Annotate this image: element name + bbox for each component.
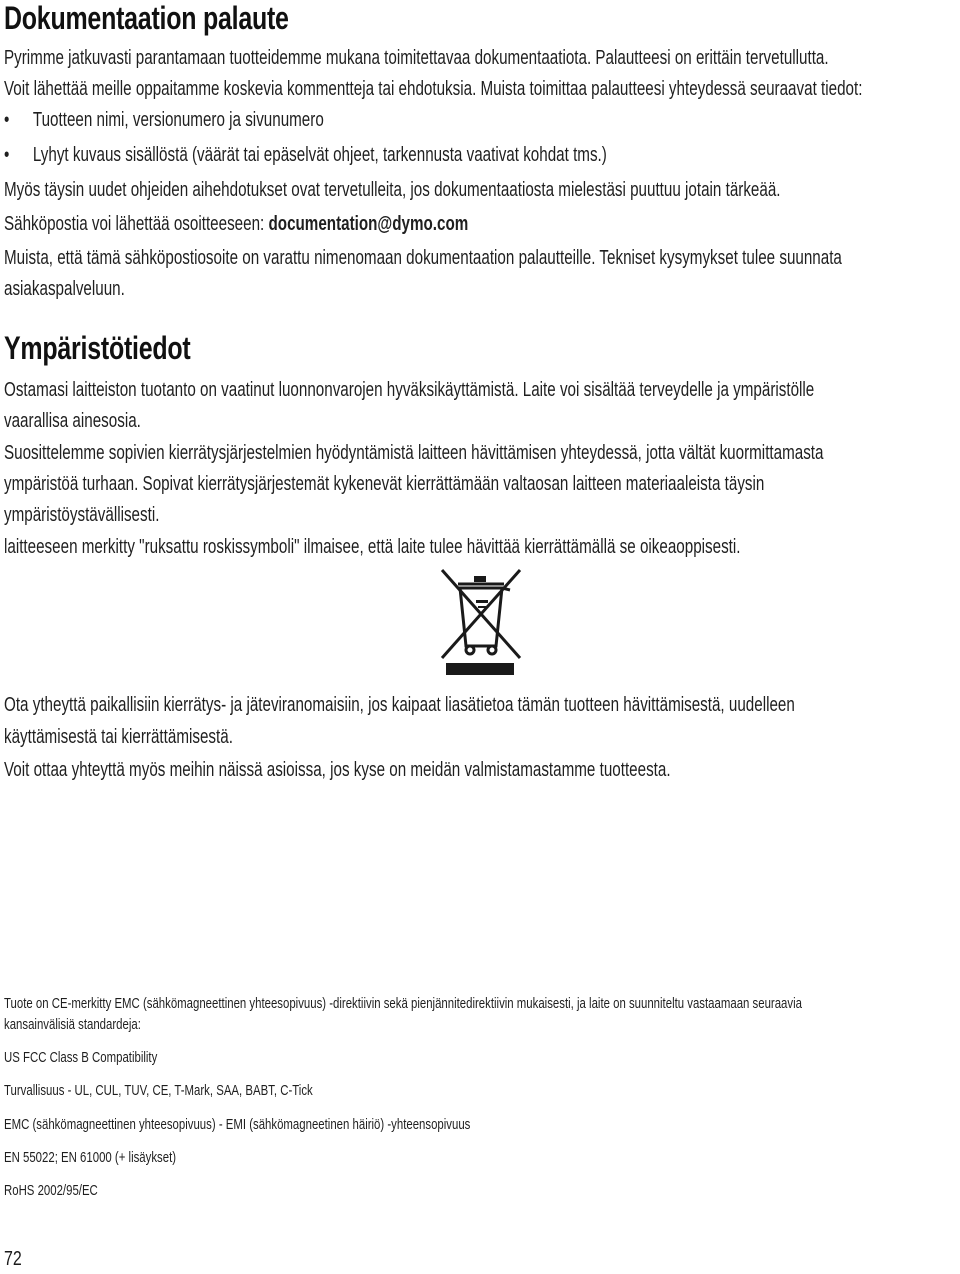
email-link[interactable]: documentation@dymo.com: [268, 213, 469, 235]
email-prefix: Sähköpostia voi lähettää osoitteeseen:: [4, 213, 269, 235]
environment-p1-line-1: Ostamasi laitteiston tuotanto on vaatinut luonnonvarojen hyväksikäyttämistä. Laite voi sisältää terveydelle ja ympäristölle: [4, 379, 815, 401]
list-item: [4, 140, 954, 171]
compliance-intro-line-2: kansainvälisiä standardeja:: [4, 1016, 141, 1033]
compliance-item: US FCC Class B Compatibility: [4, 1049, 158, 1066]
list-item-text: Lyhyt kuvaus sisällöstä (väärät tai epäselvät ohjeet, tarkennusta vaativat kohdat tms.): [32, 144, 607, 166]
feedback-intro-line-2: Voit lähettää meille oppaitamme koskevia kommentteja tai ehdotuksia. Muista toimittaa palautteesi yhteydessä seuraavat tiedot:: [4, 78, 863, 100]
compliance-item: RoHS 2002/95/EC: [4, 1182, 98, 1199]
feedback-note-line-2: asiakaspalveluun.: [4, 278, 125, 300]
environment-p4-line-2: käyttämisestä tai kierrättämisestä.: [4, 726, 233, 748]
bullet-icon: •: [4, 144, 10, 166]
environment-heading: Ympäristötiedot: [4, 330, 191, 366]
environment-p2-line-3: ympäristöystävällisesti.: [4, 504, 160, 526]
environment-p1-line-2: vaarallisa ainesosia.: [4, 410, 141, 432]
bullet-icon: •: [4, 109, 10, 131]
crossed-out-wheelie-bin-icon: [432, 566, 528, 678]
feedback-suggestions-text: Myös täysin uudet ohjeiden aihehdotukset ovat tervetulleita, jos dokumentaatiosta mielestäsi puuttuu jotain tärkeää.: [4, 179, 781, 201]
environment-p5: Voit ottaa yhteyttä myös meihin näissä asioissa, jos kyse on meidän valmistamastamme tuotteesta.: [4, 759, 671, 781]
environment-p4-line-1: Ota ytheyttä paikallisiin kierrätys- ja jäteviranomaisiin, jos kaipaat liasätietoa tämän tuotteen hävittämisestä, uudelleen: [4, 694, 795, 716]
environment-p2-line-1: Suosittelemme sopivien kierrätysjärjestelmien hyödyntämistä laitteen hävittämisen yhteydessä, jotta vältät kuormittamasta: [4, 442, 824, 464]
compliance-intro-line-1: Tuote on CE-merkitty EMC (sähkömagneettinen yhteesopivuus) -direktiivin sekä pienjännitedirektiivin mukaisesti, ja laite on suunniteltu vastaamaan seuraavia: [4, 995, 802, 1012]
page-number: 72: [4, 1248, 22, 1270]
environment-p2-line-2: ympäristöä turhaan. Sopivat kierrätysjärjestemät kykenevät kierrättämään valtaosan laitteen materiaaleista täysin: [4, 473, 765, 495]
compliance-item: EMC (sähkömagneettinen yhteesopivuus) - EMI (sähkömagneetinen häiriö) -yhteensopivuus: [4, 1116, 471, 1133]
environment-p3: laitteeseen merkitty "ruksattu roskissymboli" ilmaisee, että laite tulee hävittää kierrättämällä se oikeaoppisesti.: [4, 536, 741, 558]
feedback-email-line: [4, 209, 468, 240]
feedback-note-line-1: Muista, että tämä sähköpostiosoite on varattu nimenomaan dokumentaation palautteille. Tekniset kysymykset tulee suunnata: [4, 247, 842, 269]
feedback-intro-line-1: Pyrimme jatkuvasti parantamaan tuotteidemme mukana toimitettavaa dokumentaatiota. Palautteesi on erittäin tervetullutta.: [4, 47, 829, 69]
list-item-text: Tuotteen nimi, versionumero ja sivunumero: [32, 109, 324, 131]
compliance-item: Turvallisuus - UL, CUL, TUV, CE, T-Mark, SAA, BABT, C-Tick: [4, 1082, 313, 1099]
compliance-item: EN 55022; EN 61000 (+ lisäykset): [4, 1149, 177, 1166]
list-item: [4, 105, 954, 136]
feedback-heading: Dokumentaation palaute: [4, 0, 289, 36]
